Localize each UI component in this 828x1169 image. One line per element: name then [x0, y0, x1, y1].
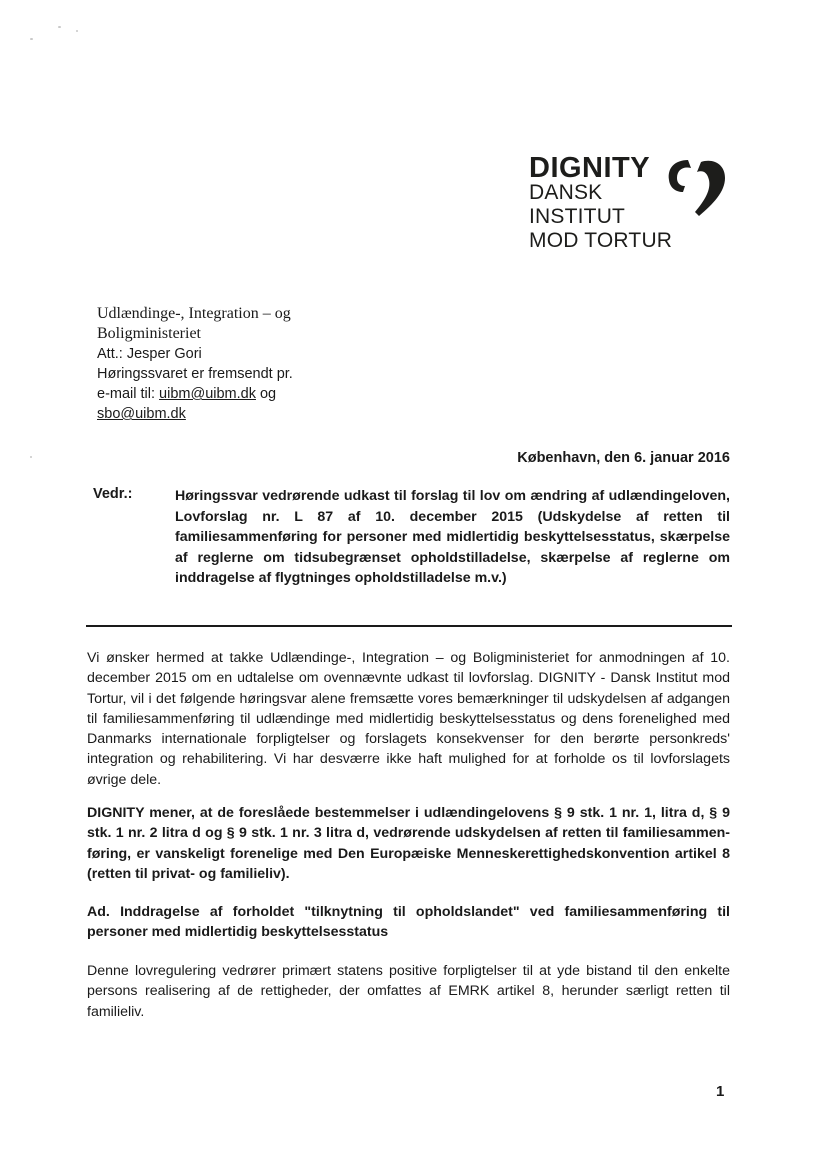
divider-rule [86, 625, 732, 627]
ministry-line-1: Udlændinge-, Integration – og [97, 305, 291, 322]
dignity-heart-mark-icon [661, 152, 733, 222]
scan-speck [76, 30, 78, 32]
logo-line-2: INSTITUT [529, 205, 626, 228]
logo-line-3: MOD TORTUR [529, 229, 673, 252]
email-line [97, 384, 357, 404]
email-link-uibm[interactable]: uibm@uibm.dk [159, 386, 256, 402]
logo-title: DIGNITY [529, 152, 651, 184]
subject-text: Høringssvar vedrørende udkast til forslag til lov om ændring af udlændingeloven, Lovforslag nr. L 87 af 10. december 2015 (Udskydelse af retten til familiesammenføring for personer med midlertidig beskyttelsesstatus, skærpelse af reglerne om tidsubegrænset opholdstilladelse, skærpelse af reglerne om inddragelse af flygtninges opholdstilladelse m.v.) [175, 488, 730, 586]
subject-label: Vedr.: [93, 486, 133, 502]
recipient-address [97, 304, 357, 424]
email-link-sbo[interactable]: sbo@uibm.dk [97, 406, 186, 422]
scan-speck [30, 456, 32, 458]
dignity-logo [529, 152, 739, 262]
attention-line: Att.: Jesper Gori [97, 346, 202, 362]
scan-speck [58, 26, 61, 28]
body-paragraph-3: Denne lovregulering vedrører primært statens positive forpligtelser til at yde bistand til den enkelte persons realisering af de rettigheder, der omfattes af EMRK artikel 8, herunder særligt retten til familieliv. [87, 963, 730, 1020]
email-prefix: e-mail til: [97, 386, 160, 402]
date-line: København, den 6. januar 2016 [517, 450, 730, 466]
body-paragraph-2: DIGNITY mener, at de foreslåede bestemmelser i udlændingelovens § 9 stk. 1 nr. 1, litra d, § 9 stk. 1 nr. 2 litra d og § 9 stk. 1 nr. 3 litra d, vedrørende udskydelsen af retten til familiesammenføring, er vanskeligt forenelige med Den Europæiske Menneskerettighedskonvention artikel 8 (retten til privat- og familieliv). [87, 805, 730, 882]
scan-speck [30, 38, 33, 40]
ministry-line-2: Boligministeriet [97, 325, 201, 342]
sent-line: Høringssvaret er fremsendt pr. [97, 366, 293, 382]
section-heading: Ad. Inddragelse af forholdet "tilknytning til opholdslandet" ved familiesammenføring til personer med midlertidig beskyttelsesstatus [87, 904, 730, 941]
page-number: 1 [716, 1083, 725, 1100]
email-join: og [255, 386, 277, 402]
logo-line-1: DANSK [529, 181, 603, 204]
body-paragraph-1: Vi ønsker hermed at takke Udlændinge-, Integration – og Boligministeriet for anmodningen af 10. december 2015 om en udtalelse om ovennævnte udkast til lovforslag. DIGNITY - Dansk Institut mod Tortur, vil i det følgende høringsvar alene fremsætte vores bemærkninger til udskydelsen af adgangen til familiesammenføring til udlændinge med midlertidig beskyttelsesstatus og dens forenelighed med Danmarks internationale forpligtelser og forslagets konsekvenser for den berørte personkreds' integration og rehabilitering. Vi har desværre ikke haft mulighed for at forholde os til lovforslagets øvrige dele. [87, 650, 730, 788]
